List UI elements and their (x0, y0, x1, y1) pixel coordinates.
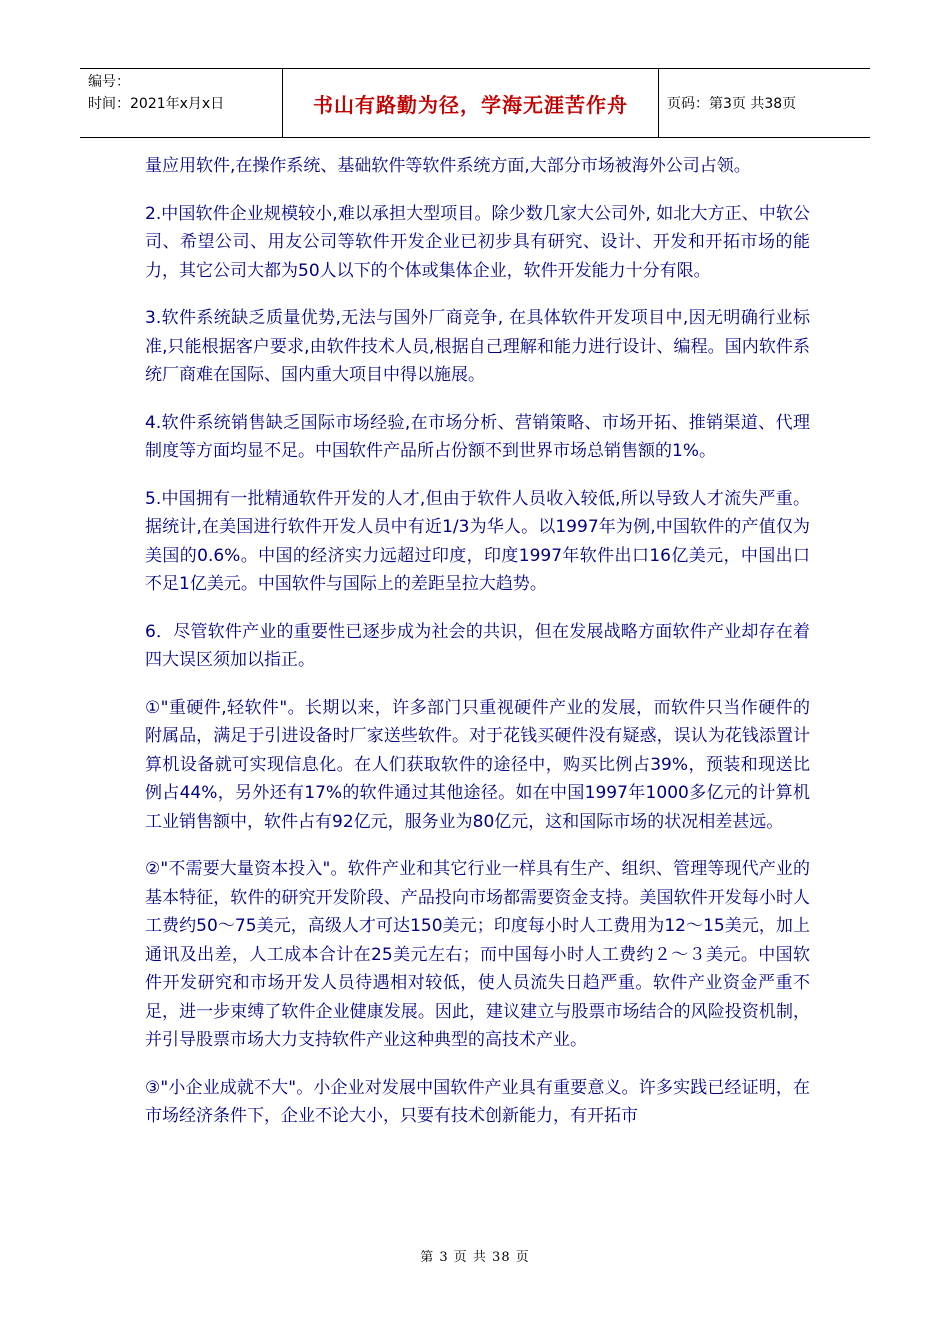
paragraph: 2.中国软件企业规模较小,难以承担大型项目。除少数几家大公司外, 如北大方正、中软公司、希望公司、用友公司等软件开发企业已初步具有研究、设计、开发和开拓市场的能力，其它公司大都为50人以下的个体或集体企业，软件开发能力十分有限。 (145, 203, 810, 281)
paragraph: 量应用软件,在操作系统、基础软件等软件系统方面,大部分市场被海外公司占领。 (145, 156, 751, 176)
document-body (145, 152, 810, 1150)
header-motto: 书山有路勤为径，学海无涯苦作舟 (283, 69, 659, 137)
page-footer: 第 3 页 共 38 页 (420, 1250, 530, 1265)
header-meta (80, 69, 283, 137)
paragraph: 3.软件系统缺乏质量优势,无法与国外厂商竞争, 在具体软件开发项目中,因无明确行业标准,只能根据客户要求,由软件技术人员,根据自己理解和能力进行设计、编程。国内软件系统厂商难在国际、国内重大项目中得以施展。 (145, 308, 810, 385)
paragraph: 6．尽管软件产业的重要性已逐步成为社会的共识，但在发展战略方面软件产业却存在着四大误区须加以指正。 (145, 621, 810, 670)
paragraph: ③"小企业成就不大"。小企业对发展中国软件产业具有重要意义。许多实践已经证明，在市场经济条件下，企业不论大小，只要有技术创新能力，有开拓市 (145, 1077, 810, 1126)
paragraph: ②"不需要大量资本投入"。软件产业和其它行业一样具有生产、组织、管理等现代产业的基本特征，软件的研究开发阶段、产品投向市场都需要资金支持。美国软件开发每小时人工费约50～75美元，高级人才可达150美元；印度每小时人工费用为12～15美元，加上通讯及出差，人工成本合计在25美元左右；而中国每小时人工费约２～３美元。中国软件开发研究和市场开发人员待遇相对较低，使人员流失日趋严重。软件产业资金严重不足，进一步束缚了软件企业健康发展。因此，建议建立与股票市场结合的风险投资机制，并引导股票市场大力支持软件产业这种典型的高技术产业。 (145, 859, 810, 1050)
paragraph: ①"重硬件,轻软件"。长期以来，许多部门只重视硬件产业的发展，而软件只当作硬件的附属品，满足于引进设备时厂家送些软件。对于花钱买硬件没有疑惑，误认为花钱添置计算机设备就可实现信息化。在人们获取软件的途径中，购买比例占39%，预装和现送比例占44%，另外还有17%的软件通过其他途径。如在中国1997年1000多亿元的计算机工业销售额中，软件占有92亿元，服务业为80亿元，这和国际市场的状况相差甚远。 (145, 697, 810, 832)
document-number-label: 编号： (88, 74, 130, 90)
paragraph: 5.中国拥有一批精通软件开发的人才,但由于软件人员收入较低,所以导致人才流失严重。据统计,在美国进行软件开发人员中有近1/3为华人。以1997年为例,中国软件的产值仅为美国的0.6%。中国的经济实力远超过印度，印度1997年软件出口16亿美元，中国出口不足1亿美元。中国软件与国际上的差距呈拉大趋势。 (145, 488, 810, 594)
page-header (80, 68, 870, 138)
paragraph: 4.软件系统销售缺乏国际市场经验,在市场分析、营销策略、市场开拓、推销渠道、代理制度等方面均显不足。中国软件产品所占份额不到世界市场总销售额的1%。 (145, 412, 810, 461)
header-page-number: 页码：第3页 共38页 (667, 96, 797, 112)
document-time-label: 时间：2021年x月x日 (88, 96, 225, 112)
